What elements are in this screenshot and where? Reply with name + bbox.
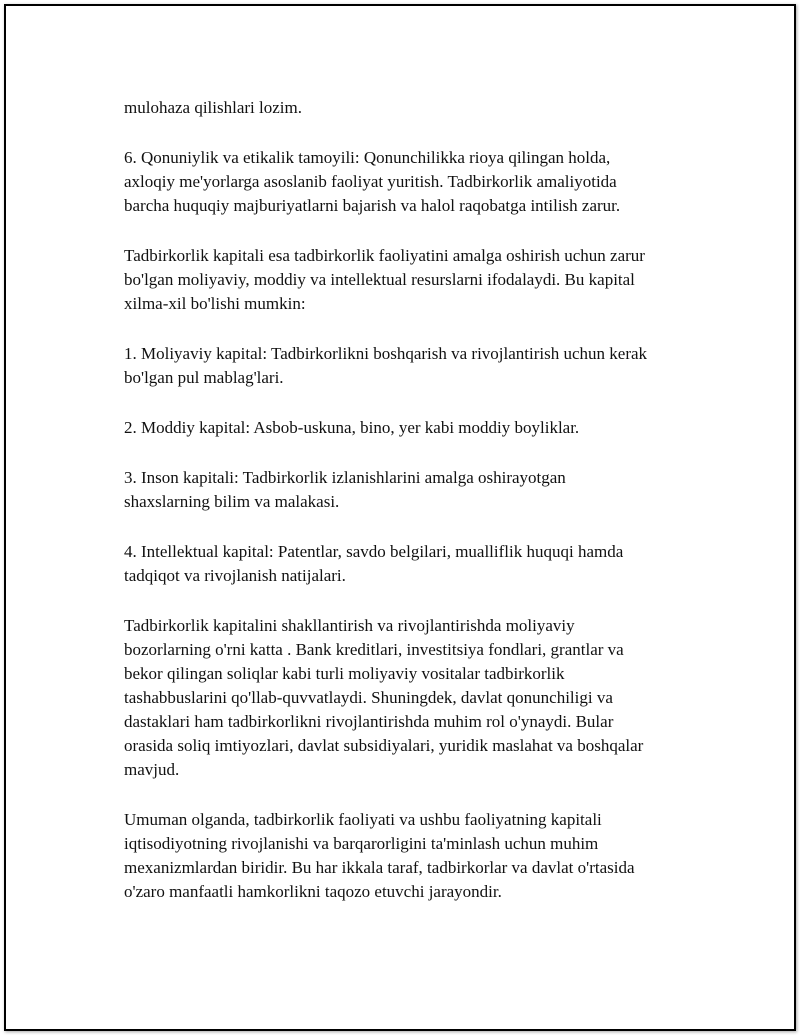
list-item-human-capital: 3. Inson kapitali: Tadbirkorlik izlanishlarini amalga oshirayotgan shaxslarning bilim va malakasi.	[124, 468, 566, 511]
list-item-material-capital: 2. Moddiy kapital: Asbob-uskuna, bino, yer kabi moddiy boyliklar.	[124, 418, 580, 437]
list-item-intellectual-capital: 4. Intellektual kapital: Patentlar, savdo belgilari, mualliflik huquqi hamda tadqiqot va rivojlanish natijalari.	[124, 542, 624, 585]
paragraph-conclusion: Umuman olganda, tadbirkorlik faoliyati va ushbu faoliyatning kapitali iqtisodiyotning rivojlanishi va barqarorligini ta'minlash uchun muhim mexanizmlardan biridir. Bu har ikkala taraf, tadbirkorlar va davlat o'rtasida o'zaro manfaatli hamkorlikni taqozo etuvchi jarayondir.	[124, 810, 635, 901]
paragraph-capital-intro: Tadbirkorlik kapitali esa tadbirkorlik faoliyatini amalga oshirish uchun zarur bo'lgan moliyaviy, moddiy va intellektual resurslarni ifodalaydi. Bu kapital xilma-xil bo'lishi mumkin:	[124, 246, 645, 313]
page-frame	[4, 4, 796, 1031]
list-item-financial-capital: 1. Moliyaviy kapital: Tadbirkorlikni boshqarish va rivojlantirish uchun kerak bo'lgan pul mablag'lari.	[124, 344, 648, 387]
paragraph-continuation: mulohaza qilishlari lozim.	[124, 98, 302, 117]
paragraph-financial-markets: Tadbirkorlik kapitalini shakllantirish va rivojlantirishda moliyaviy bozorlarning o'rni katta . Bank kreditlari, investitsiya fondlari, grantlar va bekor qilingan soliqlar kabi turli moliyaviy vositalar tadbirkorlik tashabbuslarini qo'llab-quvvatlaydi. Shuningdek, davlat qonunchiligi va dastaklari ham tadbirkorlikni rivojlantirishda muhim rol o'ynaydi. Bular orasida soliq imtiyozlari, davlat subsidiyalari, yuridik maslahat va boshqalar mavjud.	[124, 616, 644, 779]
paragraph-principle-6: 6. Qonuniylik va etikalik tamoyili: Qonunchilikka rioya qilingan holda, axloqiy me'yorlarga asoslanib faoliyat yuritish. Tadbirkorlik amaliyotida barcha huquqiy majburiyatlarni bajarish va halol raqobatga intilish zarur.	[124, 148, 621, 215]
document-body	[124, 96, 704, 930]
